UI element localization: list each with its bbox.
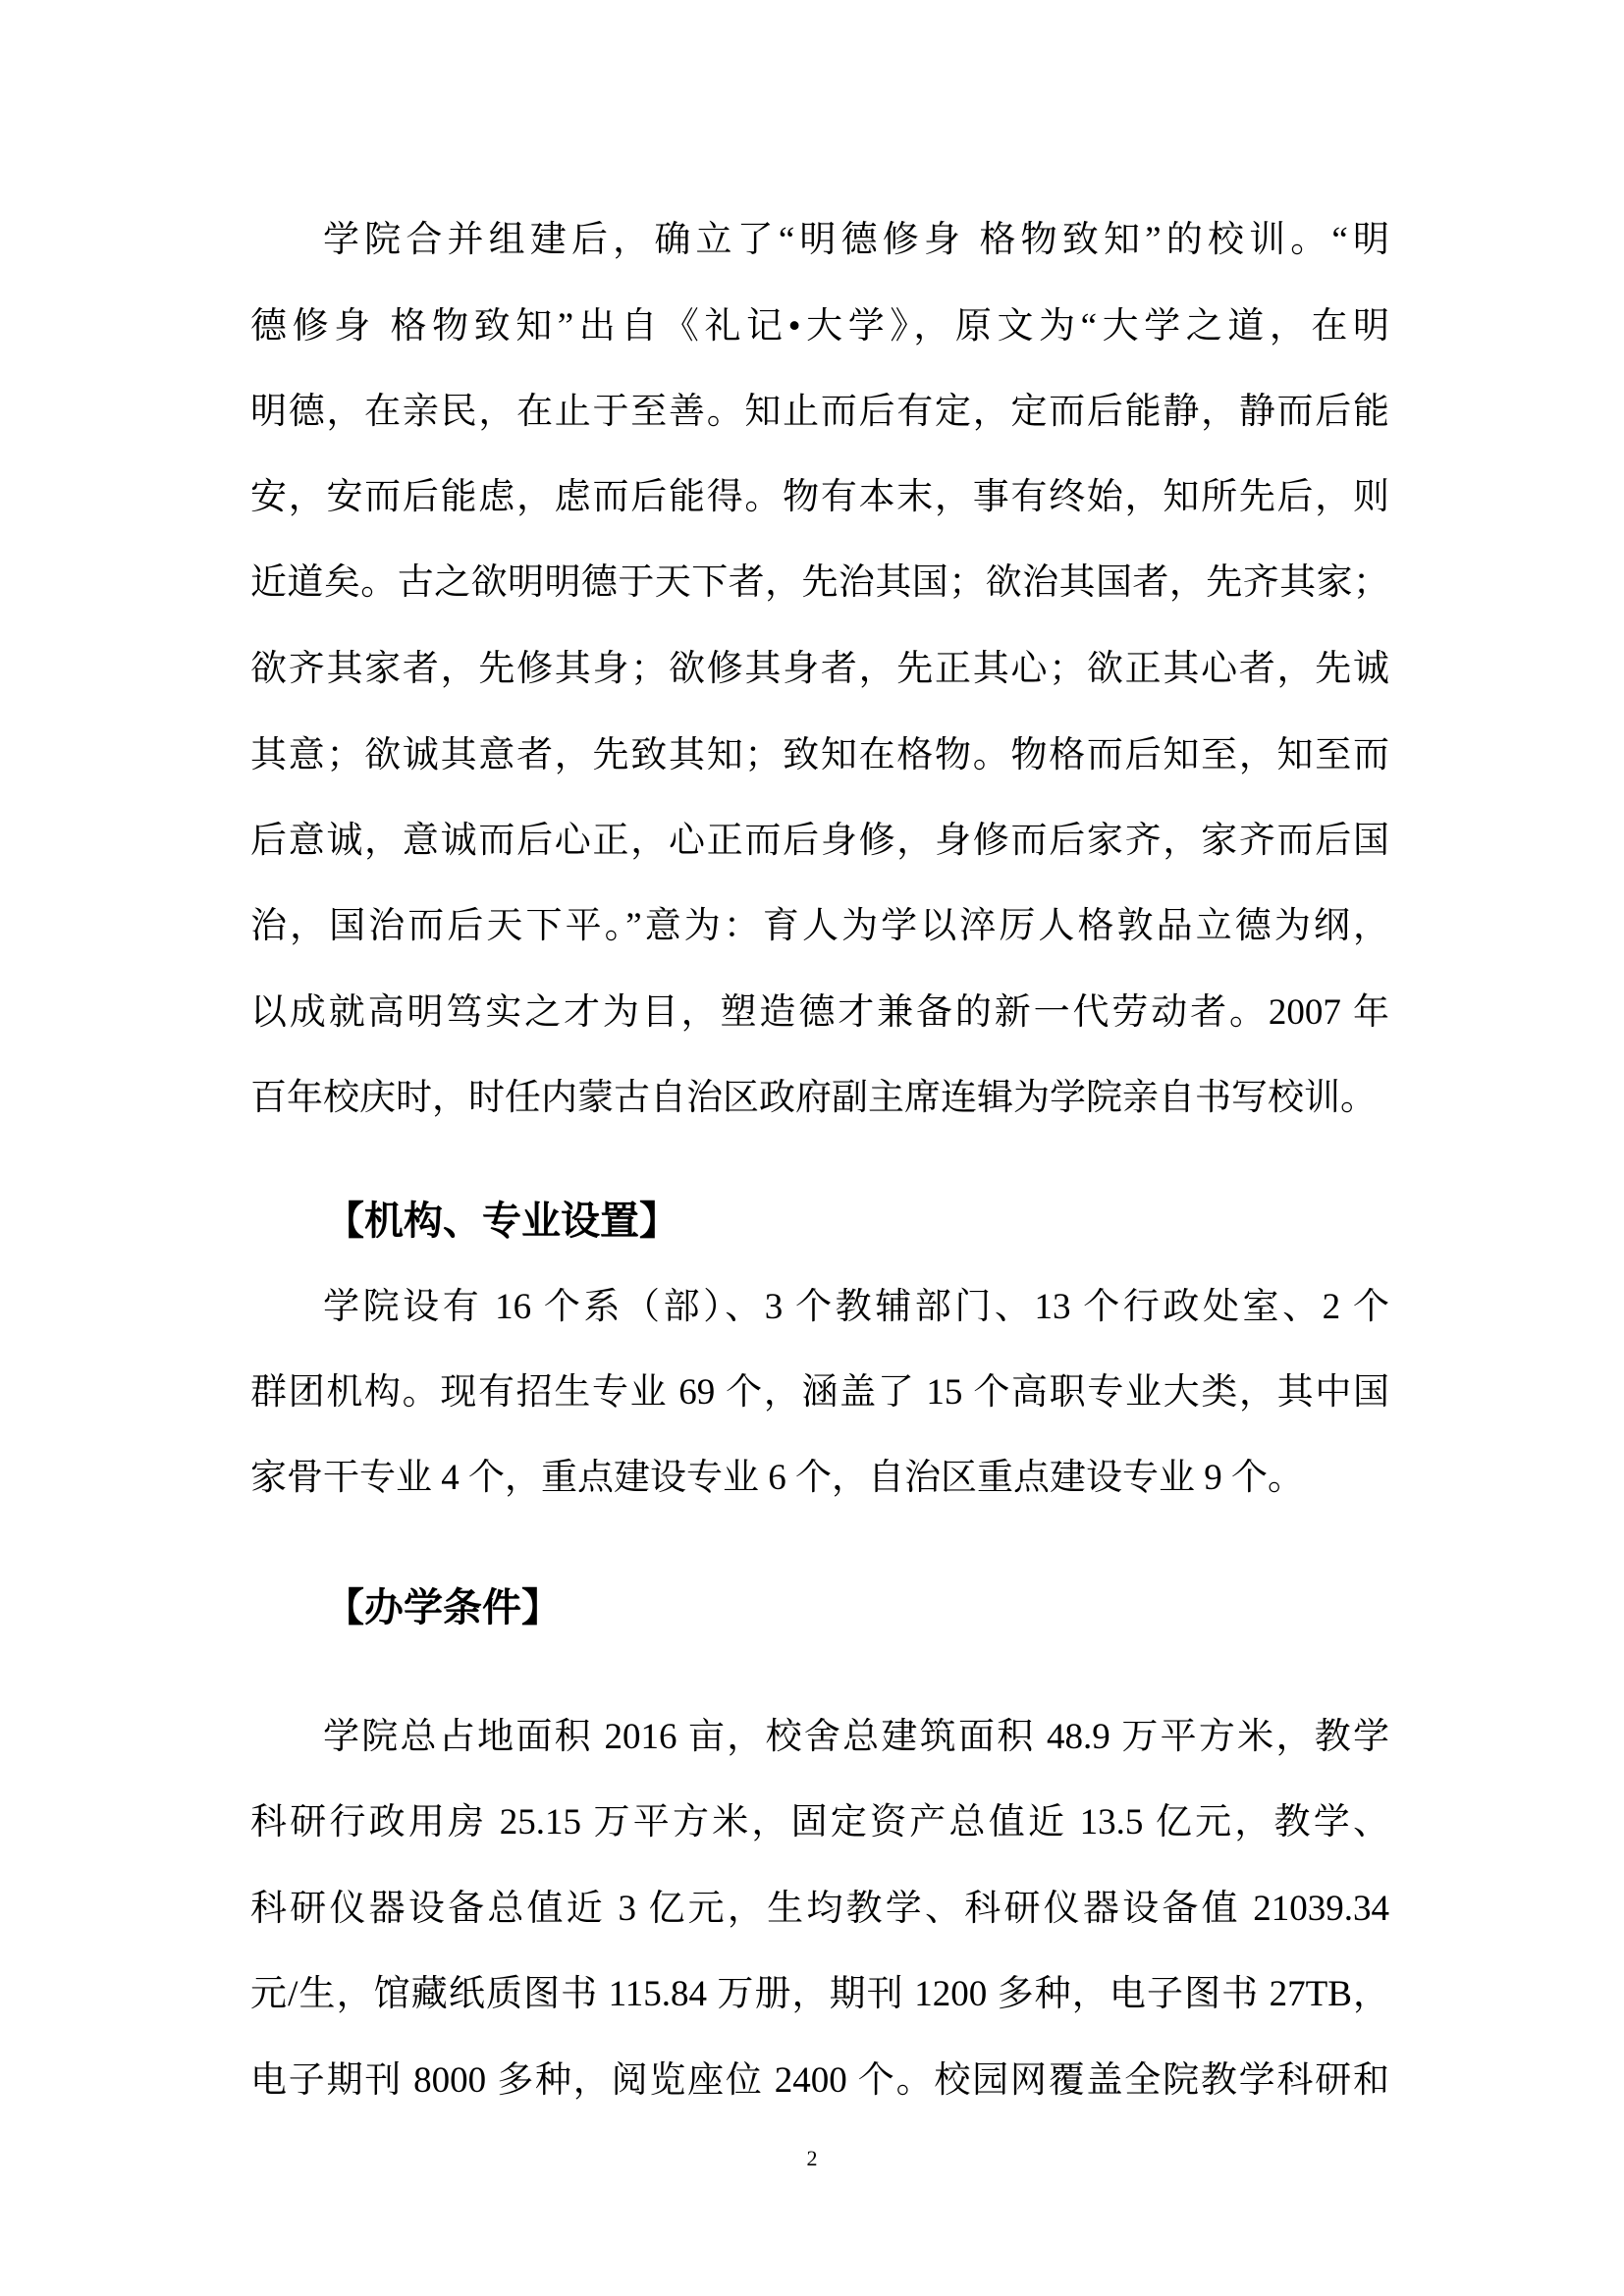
paragraph-line: 科研仪器设备总值近 3 亿元，生均教学、科研仪器设备值 21039.34 [250, 1889, 1389, 1929]
paragraph-line: 欲齐其家者，先修其身；欲修其身者，先正其心；欲正其心者，先诚 [250, 649, 1389, 689]
paragraph-line: 其意；欲诚其意者，先致其知；致知在格物。物格而后知至，知至而 [250, 735, 1389, 775]
paragraph-line: 明德，在亲民，在止于至善。知止而后有定，定而后能静，静而后能 [250, 392, 1389, 432]
section-heading: 【办学条件】 [325, 1585, 561, 1629]
paragraph-line: 元/生，馆藏纸质图书 115.84 万册，期刊 1200 多种，电子图书 27TB， [250, 1974, 1389, 2014]
paragraph-line: 电子期刊 8000 多种，阅览座位 2400 个。校园网覆盖全院教学科研和 [250, 2060, 1389, 2101]
paragraph-line: 家骨干专业 4 个，重点建设专业 6 个，自治区重点建设专业 9 个。 [250, 1458, 1304, 1498]
paragraph-line: 安，安而后能虑，虑而后能得。物有本末，事有终始，知所先后，则 [250, 477, 1389, 517]
paragraph-line: 后意诚，意诚而后心正，心正而后身修，身修而后家齐，家齐而后国 [250, 821, 1389, 861]
paragraph-line: 科研行政用房 25.15 万平方米，固定资产总值近 13.5 亿元，教学、 [250, 1802, 1389, 1842]
paragraph-line: 学院总占地面积 2016 亩，校舍总建筑面积 48.9 万平方米，教学 [323, 1717, 1389, 1757]
paragraph-line: 以成就高明笃实之才为目，塑造德才兼备的新一代劳动者。2007 年 [250, 992, 1389, 1033]
paragraph-line: 学院合并组建后，确立了“明德修身 格物致知”的校训。“明 [323, 220, 1389, 260]
paragraph-line: 学院设有 16 个系（部）、3 个教辅部门、13 个行政处室、2 个 [323, 1287, 1389, 1327]
paragraph-line: 近道矣。古之欲明明德于天下者，先治其国；欲治其国者，先齐其家； [250, 562, 1389, 603]
page-number: 2 [806, 2146, 818, 2170]
paragraph-line: 百年校庆时，时任内蒙古自治区政府副主席连辑为学院亲自书写校训。 [250, 1078, 1377, 1118]
paragraph-line: 德修身 格物致知”出自《礼记•大学》，原文为“大学之道，在明 [250, 306, 1389, 347]
section-heading: 【机构、专业设置】 [325, 1199, 678, 1243]
paragraph-line: 治，国治而后天下平。”意为：育人为学以淬厉人格敦品立德为纲， [250, 906, 1389, 946]
paragraph-line: 群团机构。现有招生专业 69 个，涵盖了 15 个高职专业大类，其中国 [250, 1372, 1389, 1413]
